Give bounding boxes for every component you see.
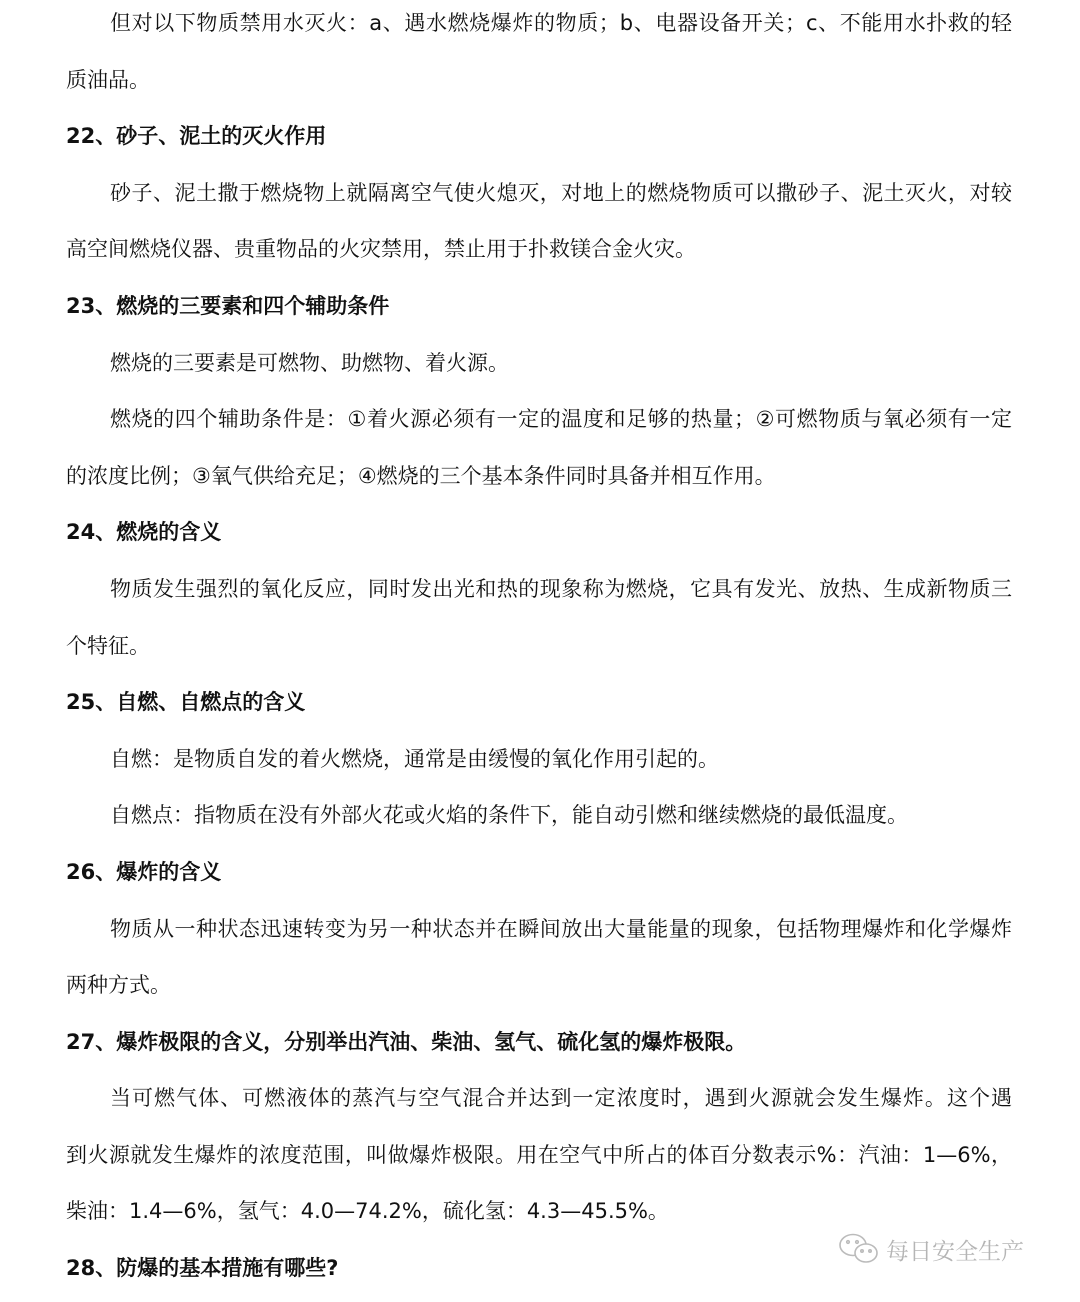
paragraph-line: 燃烧的四个辅助条件是：①着火源必须有一定的温度和足够的热量；②可燃物质与氧必须有一定 (110, 407, 1012, 432)
paragraph-line: 物质发生强烈的氧化反应，同时发出光和热的现象称为燃烧，它具有发光、放热、生成新物质三 (110, 576, 1012, 601)
document-body (66, 0, 1012, 1302)
paragraph-line: 两种方式。 (66, 973, 171, 998)
paragraph-line: 当可燃气体、可燃液体的蒸汽与空气混合并达到一定浓度时，遇到火源就会发生爆炸。这个遇 (110, 1086, 1012, 1111)
section-heading: 25、自燃、自燃点的含义 (66, 690, 306, 715)
paragraph-line: 高空间燃烧仪器、贵重物品的火灾禁用，禁止用于扑救镁合金火灾。 (66, 237, 696, 262)
wechat-icon (838, 1232, 880, 1266)
watermark (838, 1232, 1024, 1266)
section-heading: 22、砂子、泥土的灭火作用 (66, 124, 327, 149)
paragraph-line: 到火源就发生爆炸的浓度范围，叫做爆炸极限。用在空气中所占的体百分数表示%：汽油：1—6%， (66, 1142, 1012, 1167)
section-heading: 26、爆炸的含义 (66, 859, 222, 884)
section-heading: 27、爆炸极限的含义，分别举出汽油、柴油、氢气、硫化氢的爆炸极限。 (66, 1029, 747, 1054)
paragraph-line: 但对以下物质禁用水灭火：a、遇水燃烧爆炸的物质；b、电器设备开关；c、不能用水扑救的轻 (110, 11, 1012, 35)
section-heading: 24、燃烧的含义 (66, 520, 222, 545)
paragraph-line: 自燃点：指物质在没有外部火花或火焰的条件下，能自动引燃和继续燃烧的最低温度。 (110, 803, 908, 828)
section-heading: 28、防爆的基本措施有哪些? (66, 1256, 339, 1281)
paragraph-line: 自燃：是物质自发的着火燃烧，通常是由缓慢的氧化作用引起的。 (110, 746, 719, 771)
paragraph-line: 燃烧的三要素是可燃物、助燃物、着火源。 (110, 350, 509, 375)
watermark-text: 每日安全生产 (886, 1238, 1024, 1265)
paragraph-line: 个特征。 (66, 633, 150, 658)
paragraph-line: 物质从一种状态迅速转变为另一种状态并在瞬间放出大量能量的现象，包括物理爆炸和化学爆炸 (110, 916, 1012, 941)
paragraph-line: 砂子、泥土撒于燃烧物上就隔离空气使火熄灭，对地上的燃烧物质可以撒砂子、泥土灭火，对较 (110, 180, 1012, 205)
section-heading: 23、燃烧的三要素和四个辅助条件 (66, 293, 390, 318)
paragraph-line: 柴油：1.4—6%，氢气：4.0—74.2%，硫化氢：4.3—45.5%。 (66, 1199, 669, 1224)
paragraph-line: 的浓度比例；③氧气供给充足；④燃烧的三个基本条件同时具备并相互作用。 (66, 463, 776, 488)
paragraph-line: 质油品。 (66, 67, 150, 92)
